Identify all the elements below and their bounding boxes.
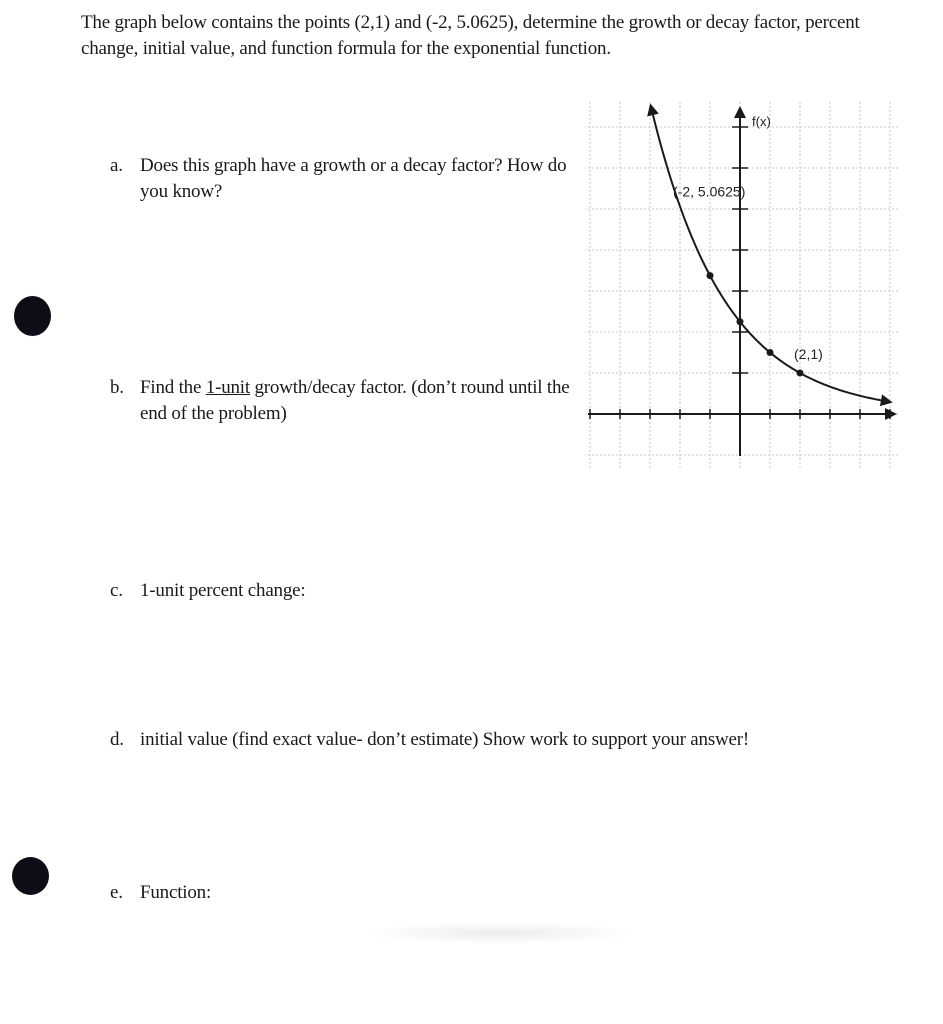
question-e-text: Function: — [140, 882, 212, 903]
question-b-text-start: Find the — [140, 377, 206, 398]
graph-point — [737, 318, 744, 325]
question-e-letter: e. — [110, 882, 123, 903]
point-label-left: (-2, 5.0625) — [673, 183, 746, 200]
y-axis-label: f(x) — [752, 114, 771, 129]
graph-dots — [707, 272, 804, 376]
graph-point — [767, 349, 774, 356]
question-c-text: 1-unit percent change: — [140, 580, 306, 601]
binder-hole-top — [14, 296, 51, 336]
question-b-text — [140, 375, 570, 427]
question-a-letter: a. — [110, 155, 123, 176]
binder-hole-bottom — [12, 857, 49, 895]
curve-arrowhead-left — [647, 103, 659, 116]
x-axis-arrowhead — [885, 408, 897, 420]
curve-arrowhead-right — [880, 394, 893, 406]
graph-point — [707, 272, 714, 279]
question-c-letter: c. — [110, 580, 123, 601]
question-b-letter: b. — [110, 377, 124, 398]
question-d-text: initial value (find exact value- don’t estimate) Show work to support your answer! — [140, 729, 750, 750]
question-a-text: Does this graph have a growth or a decay factor? How do you know? — [140, 155, 567, 202]
scan-smudge — [360, 922, 640, 944]
decay-curve — [653, 115, 881, 400]
graph-point — [797, 370, 804, 377]
problem-statement: The graph below contains the points (2,1) and (-2, 5.0625), determine the growth or decay factor, percent change, initial value, and function formula for the exponential function. — [81, 12, 860, 59]
question-d-letter: d. — [110, 729, 124, 750]
point-label-right: (2,1) — [794, 346, 823, 362]
y-axis-arrowhead — [734, 106, 746, 118]
graph-axes — [588, 106, 897, 456]
question-b-text-end: growth/decay factor. (don’t round until the end of the problem) — [140, 377, 570, 424]
question-b-underlined: 1-unit — [205, 377, 250, 398]
exponential-graph — [585, 100, 905, 470]
